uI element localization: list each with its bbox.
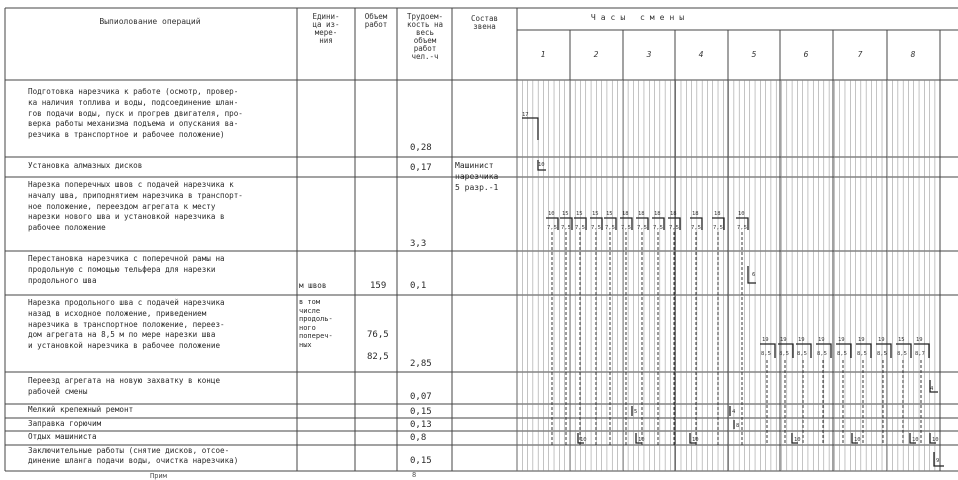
long-top-label: 19 (818, 337, 825, 343)
cross-top-label: 18 (654, 211, 661, 217)
header-operation: Выпиолование операций (99, 17, 201, 26)
op-repair: Мелкий крепежный ремонт (28, 405, 134, 414)
long-top-label: 19 (780, 337, 787, 343)
cross-bot-label: 7,5 (669, 225, 679, 231)
long-bot-label: 8,7 (915, 351, 925, 357)
cross-bot-label: 7,5 (547, 225, 557, 231)
unit-meters: м швов (299, 281, 327, 290)
long-bot-label: 8,5 (761, 351, 771, 357)
cross-top-label: 18 (670, 211, 677, 217)
labor-move: 0,07 (410, 392, 432, 402)
labor-cross-cut: 3,3 (410, 239, 427, 249)
volume-longitudinal: 76,5 (367, 330, 389, 340)
header-crew: Состав звена (470, 14, 499, 31)
long-top-label: 19 (838, 337, 845, 343)
long-bot-label: 8,5 (779, 351, 789, 357)
op-discs: Установка алмазных дисков (28, 161, 143, 170)
cross-bot-label: 7,5 (591, 225, 601, 231)
final-label: 9 (936, 458, 940, 464)
cross-bot-label: 7,5 (691, 225, 701, 231)
fuel-label: 8 (736, 423, 740, 429)
repair-label-1: 5 (634, 409, 638, 415)
labor-prep: 0,28 (410, 143, 432, 153)
labor-rest: 0,8 (410, 433, 427, 443)
rest-label: 10 (912, 437, 919, 443)
labor-final: 0,15 (410, 456, 432, 466)
cross-top-label: 10 (738, 211, 745, 217)
long-bot-label: 8,5 (837, 351, 847, 357)
cross-top-label: 10 (548, 211, 555, 217)
cross-top-label: 18 (714, 211, 721, 217)
op-rest: Отдых машиниста (28, 432, 97, 441)
rest-label: 10 (638, 437, 645, 443)
long-bot-label: 8,5 (857, 351, 867, 357)
hour-7: 7 (857, 50, 863, 59)
long-top-label: 19 (878, 337, 885, 343)
hour-3: 3 (646, 50, 652, 59)
labor-fuel: 0,13 (410, 420, 432, 430)
cross-bot-label: 7,5 (637, 225, 647, 231)
op-long-cut: Нарезка продольного шва с подачей нарезчика назад в исходное положение, приведением нарезчика в транспортное положение, переез- дом агрегата на 8,5 м по мере нарезки шва и установкой нарезчика в рабочее положение (28, 298, 225, 351)
labor-long-cut: 2,85 (410, 359, 432, 369)
unit-breakdown: в том числе продоль- ного попереч- ных (299, 298, 333, 349)
op-transfer: Перестановка нарезчика с поперечной рамы на продольную с помощью тельфера для нарезки продольного шва (28, 254, 225, 285)
cross-bot-label: 7,5 (561, 225, 571, 231)
bottom-note-right: 8 (412, 471, 417, 479)
long-bot-label: 8,5 (817, 351, 827, 357)
long-top-label: 19 (858, 337, 865, 343)
long-top-label: 19 (762, 337, 769, 343)
op-fuel: Заправка горючим (28, 419, 102, 428)
cross-top-label: 18 (622, 211, 629, 217)
cross-top-label: 15 (562, 211, 569, 217)
cross-top-label: 15 (576, 211, 583, 217)
hour-2: 2 (593, 50, 599, 59)
cross-top-label: 18 (638, 211, 645, 217)
op-final: Заключительные работы (снятие дисков, отсое- динение шланга подачи воды, очистка нарезчика) (28, 446, 239, 465)
move-label: 4 (930, 386, 934, 392)
rest-label: 10 (932, 437, 939, 443)
header-unit: Едини- ца из- мере- ния (312, 12, 340, 45)
op-move: Переезд агрегата на новую захватку в конце рабочей смены (28, 376, 221, 396)
cross-bot-label: 7,5 (737, 225, 747, 231)
prep-mark (522, 118, 538, 140)
header-hours-title: Часы смены (590, 13, 690, 22)
hour-8: 8 (910, 50, 916, 59)
cross-bot-label: 7,5 (621, 225, 631, 231)
hour-4: 4 (698, 50, 704, 59)
discs-label: 10 (538, 162, 545, 168)
op-prep: Подготовка нарезчика к работе (осмотр, провер- ка наличия топлива и воды, подсоединение шлан- гов подачи воды, пуск и прогрев двигателя, про- верка работы механизма подъема и опускания ва- резчика в транспортное и рабочее положение) (28, 87, 243, 140)
rest-label: 10 (580, 437, 587, 443)
long-top-label: 19 (916, 337, 923, 343)
header-labor: Трудоем- кость на весь объем работ чел.-ч (406, 12, 444, 61)
cross-bot-label: 7,5 (575, 225, 585, 231)
cross-top-label: 18 (692, 211, 699, 217)
long-bot-label: 8,5 (797, 351, 807, 357)
cross-top-label: 15 (606, 211, 613, 217)
op-cross-cut: Нарезка поперечных швов с подачей нарезчика к началу шва, приподнятием нарезчика в транспорт- ное положение, переездом агрегата к месту нарезки нового шва и установкой нарезчика в рабочее положение (28, 180, 243, 233)
rest-label: 10 (854, 437, 861, 443)
hour-1: 1 (540, 50, 546, 59)
long-bot-label: 8,5 (897, 351, 907, 357)
hour-6: 6 (803, 50, 809, 59)
labor-discs: 0,17 (410, 163, 432, 173)
crew-composition: Машинист нарезчика 5 разр.-1 (455, 161, 499, 192)
volume-transverse: 82,5 (367, 352, 389, 362)
cross-bot-label: 7,5 (605, 225, 615, 231)
long-top-label: 19 (798, 337, 805, 343)
header-volume: Объем работ (364, 12, 388, 29)
long-top-label: 15 (898, 337, 905, 343)
rest-label: 10 (794, 437, 801, 443)
labor-repair: 0,15 (410, 407, 432, 417)
cross-bot-label: 7,5 (713, 225, 723, 231)
bottom-note-left: Прим (150, 472, 167, 480)
labor-transfer: 0,1 (410, 281, 427, 291)
transfer-label: 6 (752, 272, 756, 278)
prep-label: 17 (522, 112, 529, 118)
repair-label-2: 4 (732, 409, 736, 415)
volume-total: 159 (370, 281, 387, 291)
cross-bot-label: 7,5 (653, 225, 663, 231)
hour-5: 5 (751, 50, 757, 59)
rest-label: 10 (692, 437, 699, 443)
cross-top-label: 15 (592, 211, 599, 217)
long-bot-label: 8,5 (877, 351, 887, 357)
